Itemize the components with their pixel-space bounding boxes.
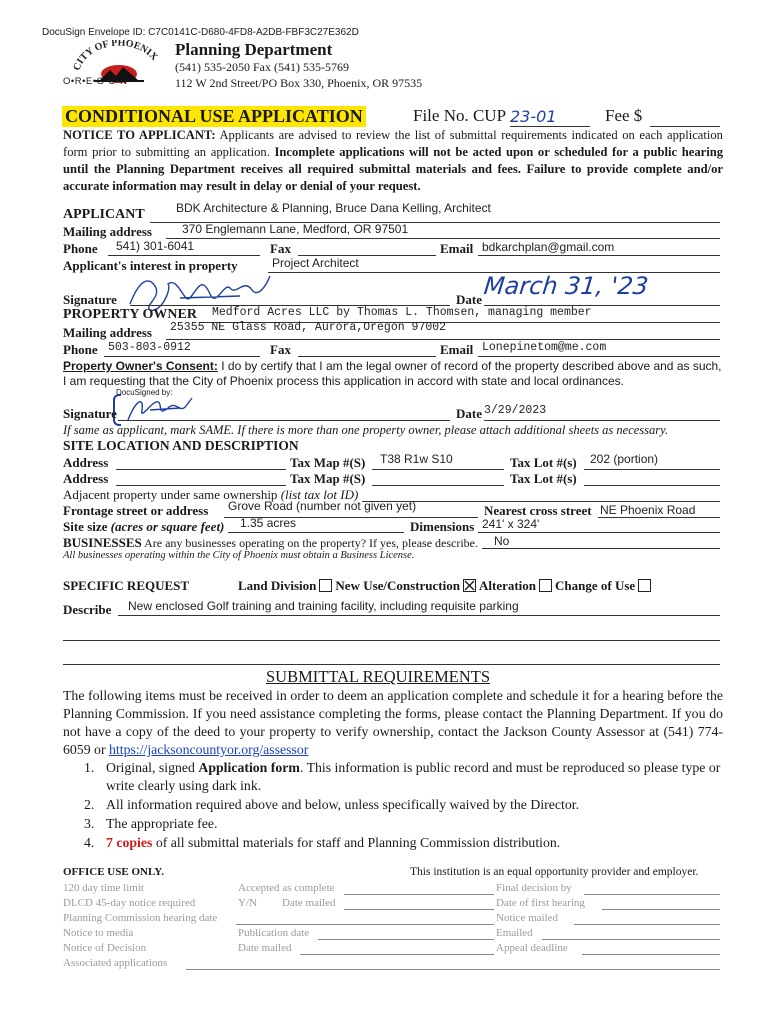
office-yn: Y/N: [238, 897, 257, 909]
applicant-email-label: Email: [440, 241, 474, 256]
applicant-interest-label: Applicant's interest in property: [63, 258, 238, 273]
office-date-mailed-2: Date mailed: [238, 942, 292, 954]
owner-mail-label: Mailing address: [63, 325, 152, 340]
office-emailed: Emailed: [496, 927, 533, 939]
applicant-phone-label: Phone: [63, 241, 98, 256]
request-options: [238, 578, 654, 594]
option-change-of-use-label: Change of Use: [555, 578, 636, 593]
office-first-hearing: Date of first hearing: [496, 897, 585, 909]
applicant-fax-label: Fax: [270, 241, 291, 256]
notice-text: Applicants are advised to review the list of submittal requirements indicated on each application form prior to submitting an application.: [63, 128, 723, 159]
site-taxmap2-label: Tax Map #(S): [290, 471, 366, 486]
department-address: 112 W 2nd Street/PO Box 330, Phoenix, OR 97535: [175, 76, 423, 90]
notice-paragraph: [63, 127, 723, 195]
owner-value[interactable]: Medford Acres LLC by Thomas L. Thomsen, managing member: [212, 306, 592, 319]
owner-email-value[interactable]: Lonepinetom@me.com: [482, 341, 607, 354]
site-frontage-value[interactable]: Grove Road (number not given yet): [228, 499, 417, 513]
site-address-label: Address: [63, 455, 109, 470]
docusigned-by-label: DocuSigned by:: [116, 388, 173, 397]
office-publication-date: Publication date: [238, 927, 310, 939]
department-phone-fax: (541) 535-2050 Fax (541) 535-5769: [175, 60, 349, 74]
svg-text:CITY OF PHOENIX: CITY OF PHOENIX: [71, 40, 160, 73]
applicant-phone-value[interactable]: 541) 301-6041: [116, 239, 195, 253]
owner-signature-label: Signature: [63, 406, 117, 421]
site-taxlot-label: Tax Lot #(s): [510, 455, 577, 470]
applicant-mail-value[interactable]: 370 Englemann Lane, Medford, OR 97501: [182, 222, 409, 236]
site-taxmap-value[interactable]: T38 R1w S10: [380, 452, 453, 466]
site-dimensions-value[interactable]: 241' x 324': [482, 517, 540, 531]
office-notice-mailed: Notice mailed: [496, 912, 559, 924]
office-date-mailed: Date mailed: [282, 897, 336, 909]
notice-lead: NOTICE TO APPLICANT:: [63, 128, 216, 142]
option-alteration-checkbox[interactable]: [539, 579, 552, 592]
office-hearing-date: Planning Commission hearing date: [63, 912, 218, 924]
describe-label: Describe: [63, 602, 112, 617]
office-day-limit: 120 day time limit: [63, 882, 144, 894]
file-number-label: File No. CUP: [413, 106, 507, 125]
site-size-value[interactable]: 1.35 acres: [240, 516, 297, 530]
list-item: 3. The appropriate fee.: [84, 816, 218, 831]
list-item: 4. 7 copies of all submittal materials for staff and Planning Commission distribution.: [84, 835, 561, 850]
owner-mail-value[interactable]: 25355 NE Glass Road, Aurora,Oregon 97002: [170, 321, 447, 334]
site-taxmap-label: Tax Map #(S): [290, 455, 366, 470]
docusign-envelope-id: DocuSign Envelope ID: C7C0141C-D680-4FD8-A2DB-FBF3C27E362D: [42, 27, 359, 38]
describe-value[interactable]: New enclosed Golf training and training facility, including requisite parking: [128, 599, 519, 613]
option-change-of-use-checkbox[interactable]: [638, 579, 651, 592]
owner-same-note: If same as applicant, mark SAME. If there is more than one property owner, please attach additional sheets as necessary.: [63, 423, 669, 437]
owner-consent-paragraph: [63, 359, 723, 389]
site-dimensions-label: Dimensions: [410, 519, 475, 534]
notice-bold: Incomplete applications will not be acted upon or scheduled for a public hearing until the Planning Department receives all required submittal materials and fees. Failure to provide complete and/or accurate information may result in delay or denial of your request.: [63, 145, 724, 193]
equal-opportunity-note: This institution is an equal opportunity provider and employer.: [410, 866, 699, 878]
list-item: 2. All information required above and below, unless specifically waived by the Director.: [84, 797, 580, 812]
file-number-value: 23-01: [510, 107, 557, 126]
option-alteration-label: Alteration: [478, 578, 537, 593]
site-frontage-label: Frontage street or address: [63, 503, 209, 518]
submittal-list: [84, 759, 724, 852]
site-cross-value[interactable]: NE Phoenix Road: [600, 503, 696, 517]
option-land-division-label: Land Division: [238, 578, 317, 593]
office-accepted-complete: Accepted as complete: [238, 882, 335, 894]
office-appeal-deadline: Appeal deadline: [496, 942, 568, 954]
owner-phone-label: Phone: [63, 342, 98, 357]
option-new-use-label: New Use/Construction: [335, 578, 460, 593]
site-taxlot-value[interactable]: 202 (portion): [590, 452, 659, 466]
applicant-mail-label: Mailing address: [63, 224, 152, 239]
owner-email-label: Email: [440, 342, 474, 357]
site-adjacent: Adjacent property under same ownership (list tax lot ID): [63, 487, 359, 502]
site-businesses-value[interactable]: No: [494, 534, 510, 548]
owner-phone-value[interactable]: 503-803-0912: [108, 341, 191, 354]
list-item: 1. Original, signed Application form. This information is public record and must be reproduced so please type or write clearly using dark ink.: [84, 760, 721, 793]
applicant-label: APPLICANT: [63, 207, 145, 222]
fee-label: Fee $: [605, 106, 643, 125]
office-notice-media: Notice to media: [63, 927, 134, 939]
seal-state-text: O•R•E•G•O•N: [63, 76, 128, 87]
owner-fax-label: Fax: [270, 342, 291, 357]
department-name: Planning Department: [175, 40, 333, 59]
office-use-heading: OFFICE USE ONLY.: [63, 866, 164, 878]
assessor-link[interactable]: https://jacksoncountyor.org/assessor: [109, 742, 309, 757]
office-final-decision: Final decision by: [496, 882, 572, 894]
site-businesses: BUSINESSES Are any businesses operating on the property? If yes, please describe.: [63, 535, 479, 550]
applicant-name[interactable]: BDK Architecture & Planning, Bruce Dana Kelling, Architect: [176, 201, 491, 215]
specific-request-label: SPECIFIC REQUEST: [63, 578, 190, 593]
owner-label: PROPERTY OWNER: [63, 307, 197, 322]
site-heading: SITE LOCATION AND DESCRIPTION: [63, 438, 299, 453]
office-associated-apps: Associated applications: [63, 957, 168, 969]
applicant-interest-value[interactable]: Project Architect: [272, 256, 359, 270]
office-notice-decision: Notice of Decision: [63, 942, 147, 954]
option-new-use-checkbox[interactable]: [463, 579, 476, 592]
site-cross-label: Nearest cross street: [484, 503, 592, 518]
owner-consent-text: I do by certify that I am the legal owner of record of the property described above and as such, I am requesting that the City of Phoenix process this application in accord with state and local ordinances.: [63, 359, 722, 388]
site-taxlot2-label: Tax Lot #(s): [510, 471, 577, 486]
option-land-division-checkbox[interactable]: [319, 579, 332, 592]
applicant-date-label: Date: [456, 292, 482, 307]
submittal-heading: SUBMITTAL REQUIREMENTS: [266, 667, 491, 686]
submittal-intro: The following items must be received in order to deem an application complete and schedule it for a hearing before the Planning Commission. If you need assistance completing the forms, please contact the Planning Department. If you do not have a copy of the deed to your property to verify ownership, contact the Jackson County Assessor at (541) 774-6059 or https://jacksoncountyor.org/assessor: [63, 688, 723, 757]
owner-date-value: 3/29/2023: [484, 404, 547, 417]
owner-consent-label: Property Owner's Consent:: [63, 359, 218, 373]
applicant-date-value: March 31, '23: [482, 272, 650, 300]
applicant-email-value[interactable]: bdkarchplan@gmail.com: [482, 240, 615, 254]
applicant-signature-label: Signature: [63, 292, 117, 307]
site-size-label: Site size (acres or square feet): [63, 519, 225, 534]
office-dlcd-notice: DLCD 45-day notice required: [63, 897, 196, 909]
site-address2-label: Address: [63, 471, 109, 486]
form-title: CONDITIONAL USE APPLICATION: [62, 106, 366, 127]
business-license-note: All businesses operating within the City of Phoenix must obtain a Business License.: [63, 550, 415, 561]
owner-date-label: Date: [456, 406, 482, 421]
